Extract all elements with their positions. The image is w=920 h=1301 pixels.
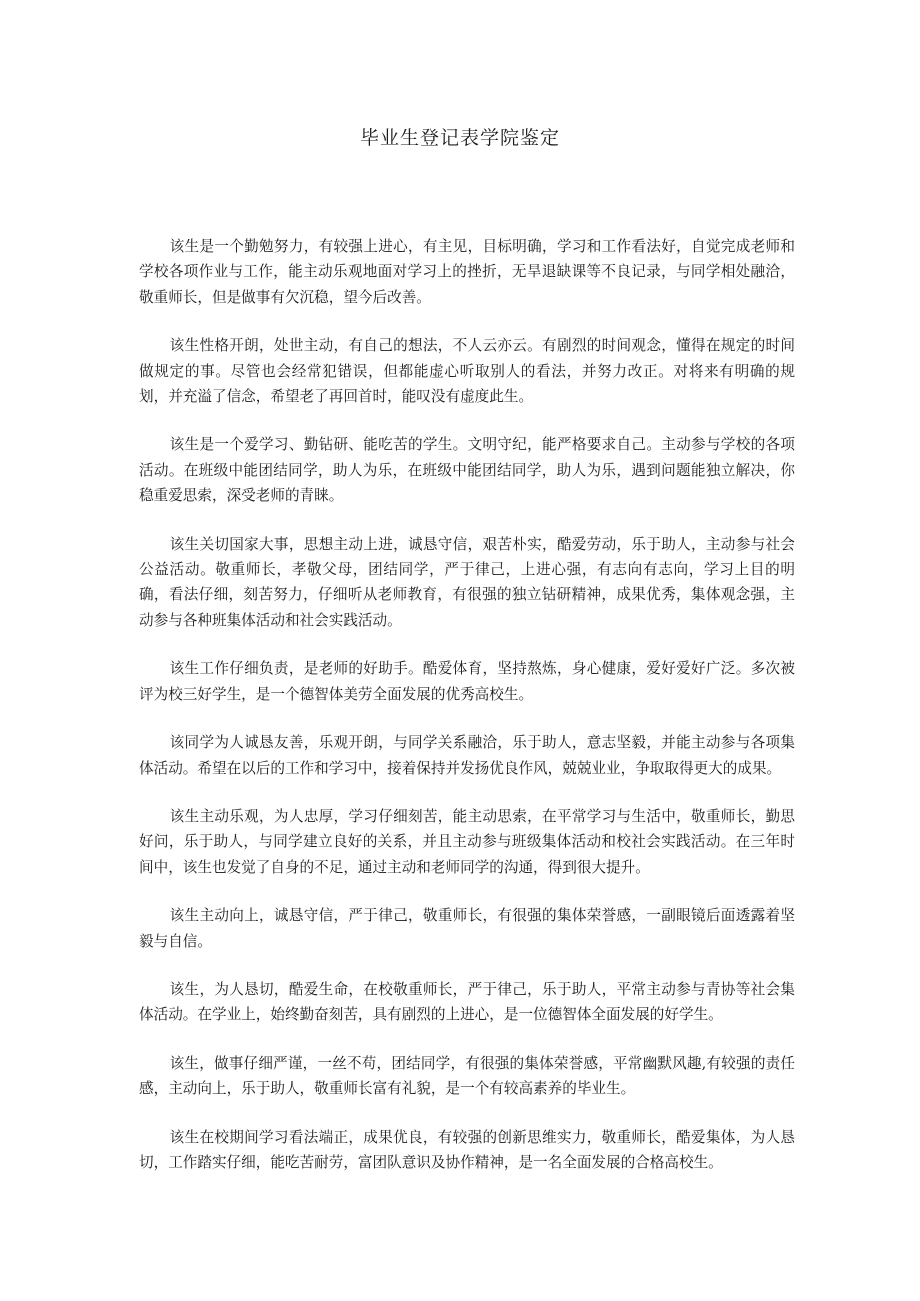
paragraph: 该生，为人恳切，酷爱生命，在校敬重师长，严于律己，乐于助人，平常主动参与青协等社会集体活动。在学业上，始终勤奋刻苦，具有剧烈的上进心，是一位德智体全面发展的好学生。 — [139, 980, 795, 1024]
paragraph: 该同学为人诚恳友善，乐观开朗，与同学关系融洽，乐于助人，意志坚毅，并能主动参与各项集体活动。希望在以后的工作和学习中，接着保持并发扬优良作风，兢兢业业，争取取得更大的成果。 — [139, 734, 795, 777]
paragraph: 该生性格开朗，处世主动，有自己的想法，不人云亦云。有剧烈的时间观念，懂得在规定的时间做规定的事。尽管也会经常犯错误，但都能虚心听取别人的看法，并努力改正。对将来有明确的规划，并充溢了信念，希望老了再回首时，能叹没有虚度此生。 — [139, 337, 795, 406]
paragraph: 该生是一个爱学习、勤钻研、能吃苦的学生。文明守纪，能严格要求自己。主动参与学校的各项活动。在班级中能团结同学，助人为乐，在班级中能团结同学，助人为乐，遇到问题能独立解决，你稳重爱思索，深受老师的青睐。 — [139, 436, 795, 505]
paragraph: 该生工作仔细负责，是老师的好助手。酷爱体育，坚持熬炼，身心健康，爱好爱好广泛。多次被评为校三好学生，是一个德智体美劳全面发展的优秀高校生。 — [139, 660, 795, 703]
document-title: 毕业生登记表学院鉴定 — [359, 127, 560, 149]
paragraph: 该生，做事仔细严谨，一丝不苟，团结同学，有很强的集体荣誉感，平常幽默风趣,有较强的责任感，主动向上，乐于助人，敬重师长富有礼貌，是一个有较高素养的毕业生。 — [139, 1054, 795, 1098]
paragraph: 该生主动乐观，为人忠厚，学习仔细刻苦，能主动思索，在平常学习与生活中，敬重师长，勤思好问，乐于助人，与同学建立良好的关系，并且主动参与班级集体活动和校社会实践活动。在三年时间中，该生也发觉了自身的不足，通过主动和老师同学的沟通，得到很大提升。 — [139, 807, 795, 876]
document-body — [139, 234, 795, 1198]
paragraph: 该生是一个勤勉努力，有较强上进心，有主见，目标明确，学习和工作看法好，自觉完成老师和学校各项作业与工作，能主动乐观地面对学习上的挫折，无旱退缺课等不良记录，与同学相处融洽，敬重师长，但是做事有欠沉稳，望今后改善。 — [139, 238, 795, 306]
paragraph: 该生在校期间学习看法端正，成果优良，有较强的创新思维实力，敬重师长，酷爱集体，为人恳切，工作踏实仔细，能吃苦耐劳，富团队意识及协作精神，是一名全面发展的合格高校生。 — [139, 1128, 795, 1171]
paragraph: 该生主动向上，诚恳守信，严于律己，敬重师长，有很强的集体荣誉感，一副眼镜后面透露着坚毅与自信。 — [139, 907, 795, 950]
paragraph: 该生关切国家大事，思想主动上进，诚恳守信，艰苦朴实，酷爱劳动，乐于助人，主动参与社会公益活动。敬重师长，孝敬父母，团结同学，严于律己，上进心强，有志向有志向，学习上目的明确，看法仔细，刻苦努力，仔细听从老师教育，有很强的独立钻研精神，成果优秀，集体观念强，主动参与各种班集体活动和社会实践活动。 — [139, 535, 795, 629]
